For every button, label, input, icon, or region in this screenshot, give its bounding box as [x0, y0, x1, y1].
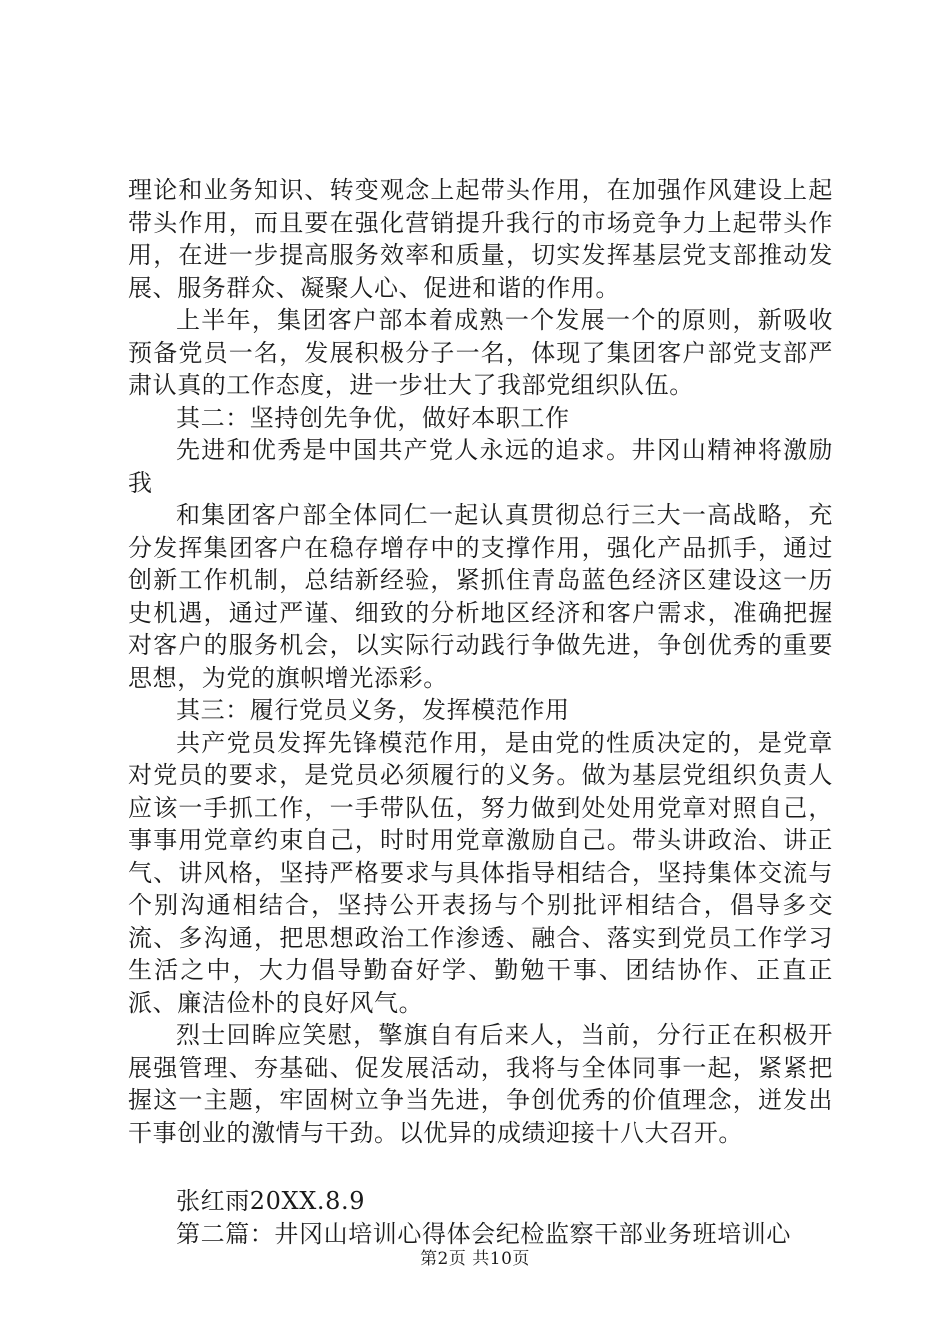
- paragraph-continuation: 理论和业务知识、转变观念上起带头作用，在加强作风建设上起带头作用，而且要在强化营销提升我行的市场竞争力上起带头作用，在进一步提高服务效率和质量，切实发挥基层党支部推动发展、服务群众、凝聚人心、促进和谐的作用。: [128, 176, 833, 302]
- document-body: [128, 174, 833, 1250]
- section-heading-two: 其二：坚持创先争优，做好本职工作: [176, 403, 570, 432]
- signature-line: 张红雨20XX.8.9: [176, 1187, 366, 1215]
- next-article-title: 第二篇：井冈山培训心得体会纪检监察干部业务班培训心: [176, 1219, 791, 1248]
- paragraph-duties: 共产党员发挥先锋模范作用，是由党的性质决定的，是党章对党员的要求，是党员必须履行的义务。做为基层党组织负责人应该一手抓工作，一手带队伍，努力做到处处用党章对照自己，事事用党章约束自己，时时用党章激励自己。带头讲政治、讲正气、讲风格，坚持严格要求与具体指导相结合，坚持集体交流与个别沟通相结合，坚持公开表扬与个别批评相结合，倡导多交流、多沟通，把思想政治工作渗透、融合、落实到党员工作学习生活之中，大力倡导勤奋好学、勤勉干事、团结协作、正直正派、廉洁俭朴的良好风气。: [128, 728, 833, 1017]
- section-heading-three: 其三：履行党员义务，发挥模范作用: [176, 696, 570, 724]
- paragraph-strategy: 和集团客户部全体同仁一起认真贯彻总行三大一高战略，充分发挥集团客户在稳存增存中的支撑作用，强化产品抓手，通过创新工作机制，总结新经验，紧抓住青岛蓝色经济区建设这一历史机遇，通过严谨、细致的分析地区经济和客户需求，准确把握对客户的服务机会，以实际行动践行争做先进，争创优秀的重要思想，为党的旗帜增光添彩。: [128, 501, 833, 692]
- paragraph-membership: 上半年，集团客户部本着成熟一个发展一个的原则，新吸收预备党员一名，发展积极分子一名，体现了集团客户部党支部严肃认真的工作态度，进一步壮大了我部党组织队伍。: [128, 306, 833, 399]
- spacer: [128, 1149, 833, 1185]
- paragraph-pursuit: 先进和优秀是中国共产党人永远的追求。井冈山精神将激励我: [128, 436, 833, 497]
- page-footer: 第2页 共10页: [420, 1249, 530, 1269]
- paragraph-closing: 烈士回眸应笑慰，擎旗自有后来人，当前，分行正在积极开展强管理、夯基础、促发展活动，我将与全体同事一起，紧紧把握这一主题，牢固树立争当先进，争创优秀的价值理念，迸发出干事创业的激情与干劲。以优异的成绩迎接十八大召开。: [128, 1021, 833, 1147]
